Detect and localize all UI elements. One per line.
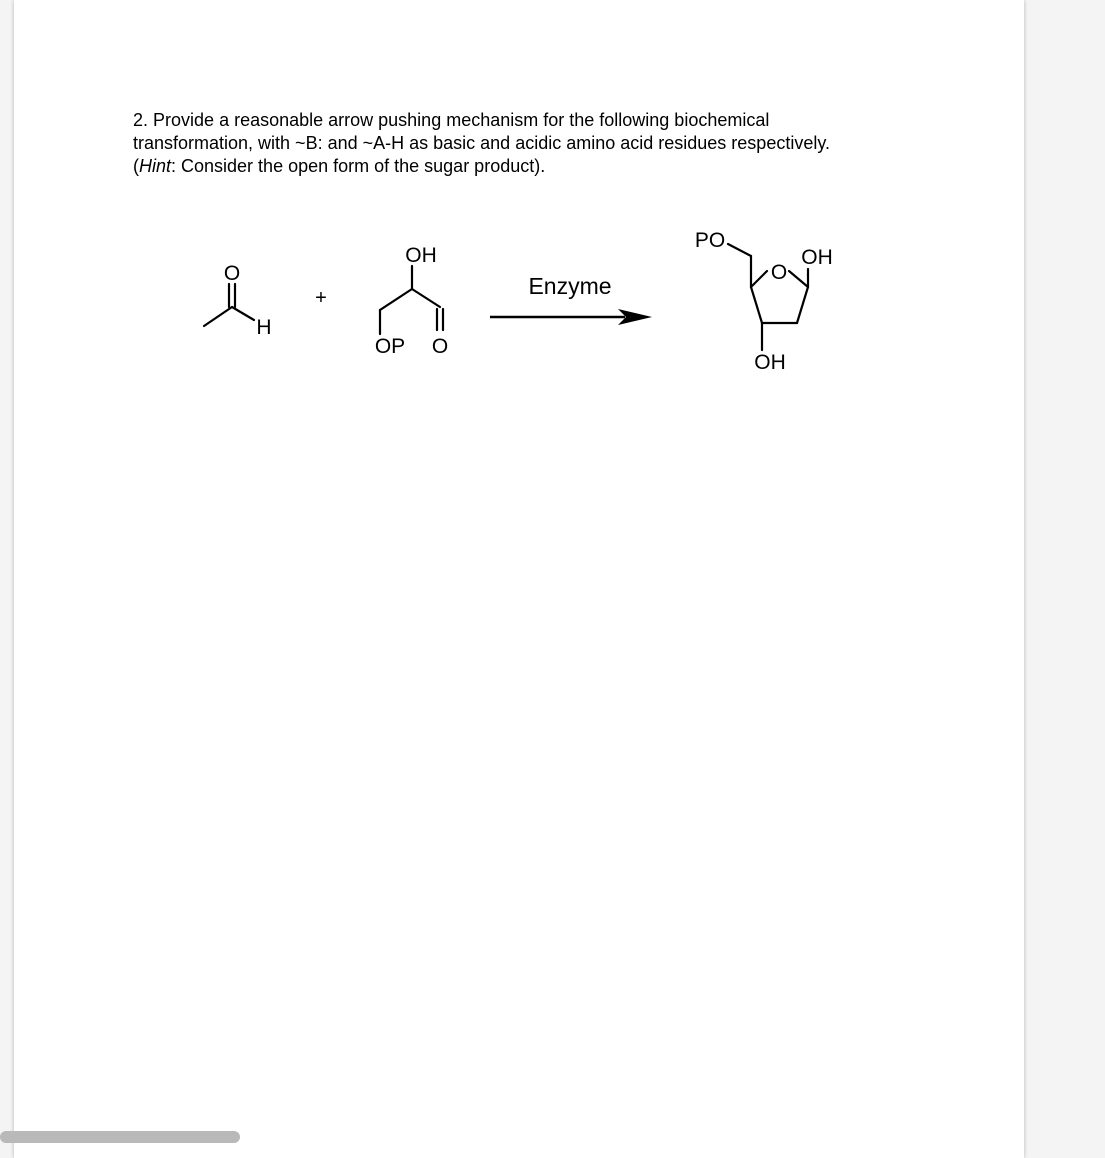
reaction-arrow (490, 309, 652, 325)
glyceraldehyde-o-label: O (431, 335, 449, 358)
plus-sign: + (315, 287, 327, 309)
product-po-label: PO (694, 229, 726, 252)
hint-text: : Consider the open form of the sugar product). (171, 156, 546, 176)
glyceraldehyde-op-label: OP (374, 335, 406, 358)
reactant-acetaldehyde (204, 284, 254, 326)
reaction-scheme (0, 0, 1105, 420)
question-line-1-text: Provide a reasonable arrow pushing mechanism for the following biochemical (153, 110, 770, 130)
product-deoxyribose-phosphate (728, 244, 808, 350)
reactant-glyceraldehyde-phosphate (380, 266, 443, 334)
product-ring-o-label: O (770, 261, 788, 284)
question-number: 2. (133, 110, 149, 130)
glyceraldehyde-oh-label: OH (405, 244, 437, 267)
horizontal-scrollbar[interactable] (0, 1131, 240, 1143)
hint-open-paren: ( (133, 156, 139, 176)
question-line-2: transformation, with ~B: and ~A-H as basic and acidic amino acid residues respectively. (133, 133, 830, 153)
product-oh-bottom-label: OH (754, 351, 786, 374)
hint-word: Hint (139, 156, 172, 176)
product-oh-top-label: OH (801, 246, 833, 269)
arrow-label-enzyme: Enzyme (528, 273, 612, 299)
acetaldehyde-o-label: O (223, 262, 241, 285)
acetaldehyde-h-label: H (256, 316, 272, 339)
